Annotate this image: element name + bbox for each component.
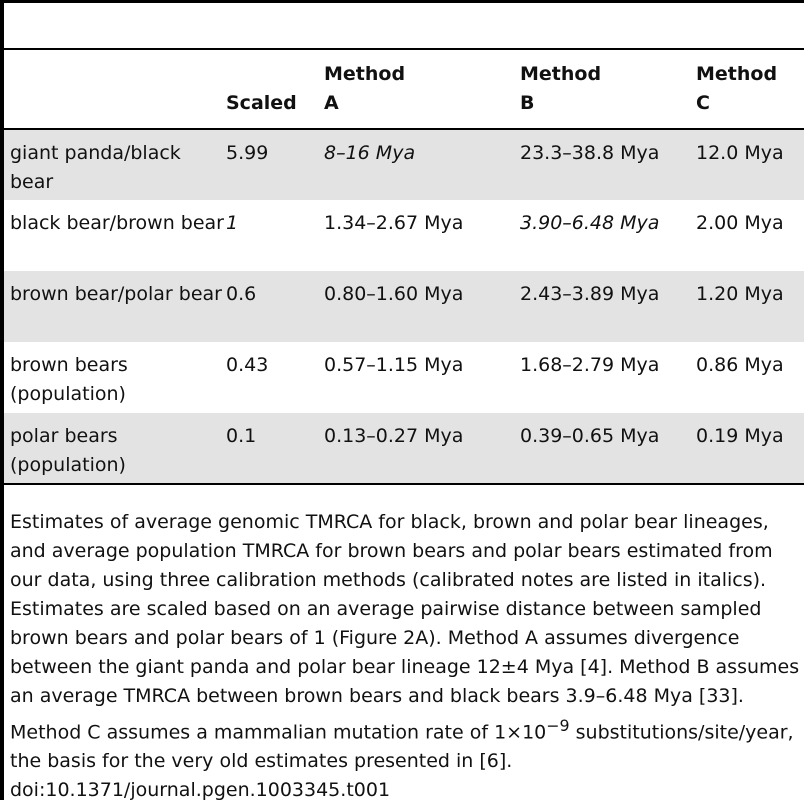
cell-method-c: 2.00 Mya: [696, 212, 784, 234]
cell-scaled: 0.6: [226, 283, 257, 305]
header-method-a: Method A: [324, 50, 520, 129]
cell-method-c: 1.20 Mya: [696, 283, 784, 305]
doi-link[interactable]: doi:10.1371/journal.pgen.1003345.t001: [10, 779, 391, 802]
header-label: [4, 50, 226, 129]
table-top-rule: [0, 0, 804, 3]
cell-scaled: 0.43: [226, 354, 269, 376]
row-label: brown bears (population): [10, 354, 128, 405]
caption-exponent: −9: [546, 716, 570, 735]
cell-method-c: 0.86 Mya: [696, 354, 784, 376]
cell-method-b: 1.68–2.79 Mya: [520, 354, 660, 376]
header-method-b: Method B: [520, 50, 696, 129]
cell-method-c: 12.0 Mya: [696, 142, 784, 164]
table-row: [4, 129, 804, 200]
cell-method-b: 23.3–38.8 Mya: [520, 142, 660, 164]
cell-scaled: 5.99: [226, 142, 269, 164]
row-label: black bear/brown bear: [10, 212, 224, 234]
caption-text-end: substitutions/site/year, the basis for the very old estimates presented in [6].: [10, 721, 794, 773]
row-label: brown bear/polar bear: [10, 283, 222, 305]
row-label: giant panda/black bear: [10, 142, 181, 193]
caption-text: Estimates of average genomic TMRCA for black, brown and polar bear lineages, and average population TMRCA for brown bears and polar bears estimated from our data, using three calibration methods (calibrated notes are listed in italics). Estimates are scaled based on an average pairwise distance between sampled brown bears and polar bears of 1 (Figure 2A). Method A assumes divergence between the giant panda and polar bear lineage 12±4 Mya [4]. Method B assumes an average TMRCA between brown bears and black bears 3.9–6.48 Mya [33]. Method C assumes a mammalian mutation rate of 1×10: [10, 511, 800, 744]
cell-scaled: 0.1: [226, 425, 257, 447]
cell-method-a: 0.13–0.27 Mya: [324, 425, 464, 447]
cell-method-a: 0.57–1.15 Mya: [324, 354, 464, 376]
table-row: [4, 342, 804, 413]
cell-method-b: 0.39–0.65 Mya: [520, 425, 660, 447]
table-row: [4, 200, 804, 271]
cell-method-a: 1.34–2.67 Mya: [324, 212, 464, 234]
cell-method-b: 3.90–6.48 Mya: [520, 212, 660, 234]
table-caption: [10, 508, 800, 805]
cell-scaled: 1: [226, 212, 239, 234]
table-row: [4, 271, 804, 342]
bear-tmrca-table: [4, 50, 804, 485]
table-header-row: [4, 50, 804, 129]
row-label: polar bears (population): [10, 425, 126, 476]
cell-method-a: 0.80–1.60 Mya: [324, 283, 464, 305]
header-scaled: Scaled: [226, 50, 324, 129]
table-row: [4, 413, 804, 484]
cell-method-b: 2.43–3.89 Mya: [520, 283, 660, 305]
cell-method-a: 8–16 Mya: [324, 142, 416, 164]
header-method-c: Method C: [696, 50, 804, 129]
cell-method-c: 0.19 Mya: [696, 425, 784, 447]
